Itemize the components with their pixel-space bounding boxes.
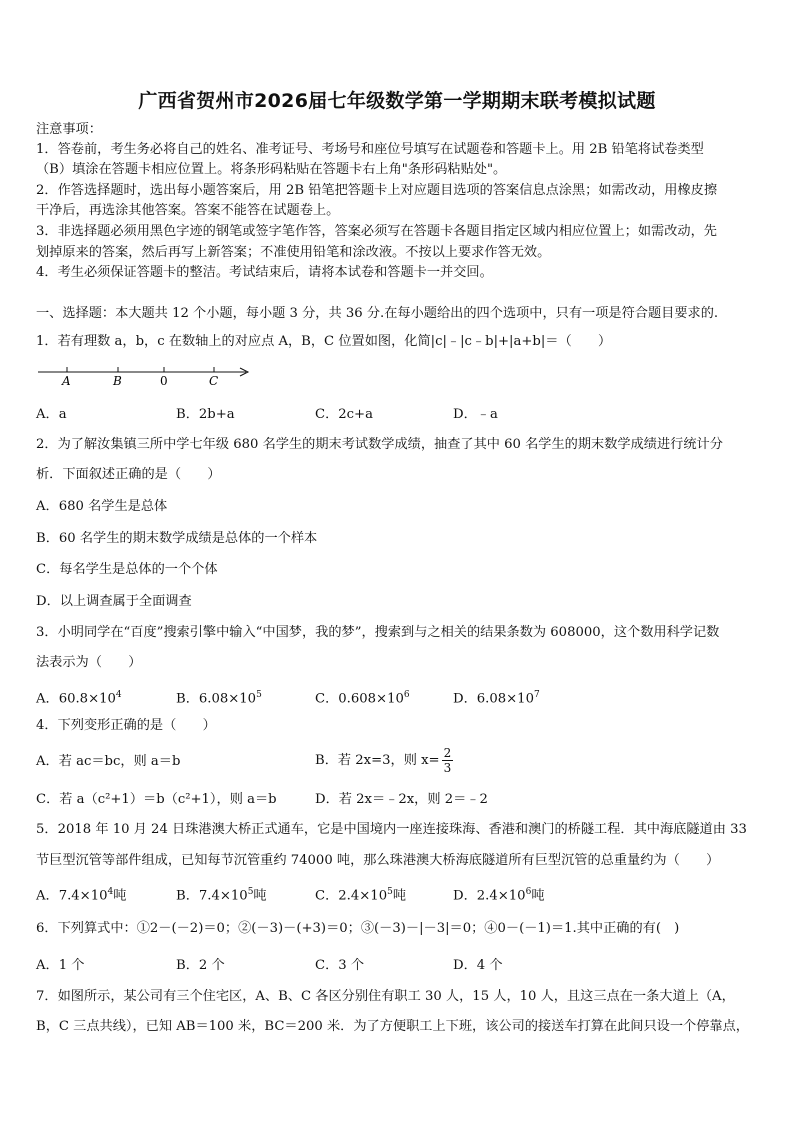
question-1-stem: 1．若有理数 a，b，c 在数轴上的对应点 A，B，C 位置如图，化简|c|﹣|c﹣b|+|a+b|＝（ ） (36, 334, 612, 349)
page-title: 广西省贺州市2026届七年级数学第一学期期末联考模拟试题 (138, 90, 656, 112)
q5-option-c: C．$2.4\times 10^5$吨 (315, 887, 407, 904)
notice-line: 干净后，再选涂其他答案。答案不能答在试题卷上。 (36, 203, 340, 218)
notice-heading: 注意事项： (36, 122, 102, 137)
notice-line: 4．考生必须保证答题卡的整洁。考试结束后，请将本试卷和答题卡一并交回。 (36, 265, 493, 280)
number-line-diagram (36, 362, 256, 390)
q5-option-a: A．$7.4\times 10^4$吨 (36, 887, 127, 904)
question-3-stem: 3．小明同学在“百度”搜索引擎中输入“中国梦，我的梦”，搜索到与之相关的结果条数为 608000，这个数用科学记数 (36, 625, 720, 640)
point-label-b: B (113, 374, 122, 388)
point-label-zero: 0 (160, 374, 168, 388)
question-5-stem: 节巨型沉管等部件组成，已知每节沉管重约 74000 吨，那么珠港澳大桥海底隧道所有巨型沉管的总重量约为（ ） (36, 853, 720, 868)
fraction: $\frac{2}{3}$ (443, 746, 452, 775)
question-7-stem: 7．如图所示，某公司有三个住宅区，A、B、C 各区分别住有职工 30 人，15 人，10 人，且这三点在一条大道上（A， (36, 989, 735, 1004)
notice-line: 1．答卷前，考生务必将自己的姓名、准考证号、考场号和座位号填写在试题卷和答题卡上。用 2B 铅笔将试卷类型 (36, 142, 704, 157)
q5-option-d: D．$2.4\times 10^6$吨 (453, 887, 545, 904)
q4-option-d: D．若 2x＝﹣2x，则 2＝﹣2 (315, 792, 488, 807)
q2-option-c: C．每名学生是总体的一个个体 (36, 562, 218, 577)
q4-option-a: A．若 ac＝bc，则 a＝b (36, 754, 181, 769)
q1-option-b: B．2b+a (176, 407, 235, 422)
question-4-stem: 4．下列变形正确的是（ ） (36, 718, 216, 733)
notice-line: 3．非选择题必须用黑色字迹的钢笔或签字笔作答，答案必须写在答题卡各题目指定区域内相应位置上；如需改动，先 (36, 224, 717, 239)
section-heading: 一、选择题：本大题共 12 个小题，每小题 3 分，共 36 分.在每小题给出的四个选项中，只有一项是符合题目要求的. (36, 306, 719, 321)
point-label-c: C (209, 374, 219, 388)
question-3-stem: 法表示为（ ） (36, 655, 142, 670)
notice-line: 2．作答选择题时，选出每小题答案后，用 2B 铅笔把答题卡上对应题目选项的答案信息点涂黑；如需改动，用橡皮擦 (36, 183, 718, 198)
question-6-stem: 6．下列算式中：①2－(－2)＝0；②(－3)－(+3)＝0；③(－3)－|－3|＝0；④0－(－1)＝1.其中正确的有( ) (36, 921, 680, 936)
q3-option-c: C．$0.608\times 10^6$ (315, 690, 410, 707)
question-7-stem: B，C 三点共线），已知 AB＝100 米，BC＝200 米．为了方便职工上下班，该公司的接送车打算在此间只设一个停靠点， (36, 1019, 749, 1034)
question-2-stem: 2．为了解汝集镇三所中学七年级 680 名学生的期末考试数学成绩，抽查了其中 60 名学生的期末数学成绩进行统计分 (36, 437, 723, 452)
notice-line: （B）填涂在答题卡相应位置上。将条形码粘贴在答题卡右上角"条形码粘贴处"。 (36, 162, 507, 177)
q2-option-b: B．60 名学生的期末数学成绩是总体的一个样本 (36, 531, 318, 546)
q6-option-c: C．3 个 (315, 958, 365, 973)
q1-option-c: C．2c+a (315, 407, 373, 422)
q4-option-b: B．若 2x=3，则 x= $\frac{2}{3}$ (315, 746, 452, 775)
question-2-stem: 析．下面叙述正确的是（ ） (36, 467, 221, 482)
q1-option-a: A．a (36, 407, 67, 422)
q4-option-c: C．若 a（c²+1）＝b（c²+1），则 a＝b (36, 792, 277, 807)
q6-option-b: B．2 个 (176, 958, 225, 973)
q1-option-d: D．﹣a (453, 407, 498, 422)
q5-option-b: B．$7.4\times 10^5$吨 (176, 887, 267, 904)
notice-line: 划掉原来的答案，然后再写上新答案；不准使用铅笔和涂改液。不按以上要求作答无效。 (36, 245, 551, 260)
q3-option-d: D．$6.08\times 10^7$ (453, 690, 540, 707)
q6-option-d: D．4 个 (453, 958, 503, 973)
q2-option-a: A．680 名学生是总体 (36, 499, 168, 514)
q6-option-a: A．1 个 (36, 958, 85, 973)
question-5-stem: 5．2018 年 10 月 24 日珠港澳大桥正式通车，它是中国境内一座连接珠海、香港和澳门的桥隧工程．其中海底隧道由 33 (36, 822, 747, 837)
point-label-a: A (62, 374, 71, 388)
q3-option-a: A．$60.8\times 10^4$ (36, 690, 122, 707)
q2-option-d: D．以上调查属于全面调查 (36, 594, 192, 609)
q3-option-b: B．$6.08\times 10^5$ (176, 690, 262, 707)
